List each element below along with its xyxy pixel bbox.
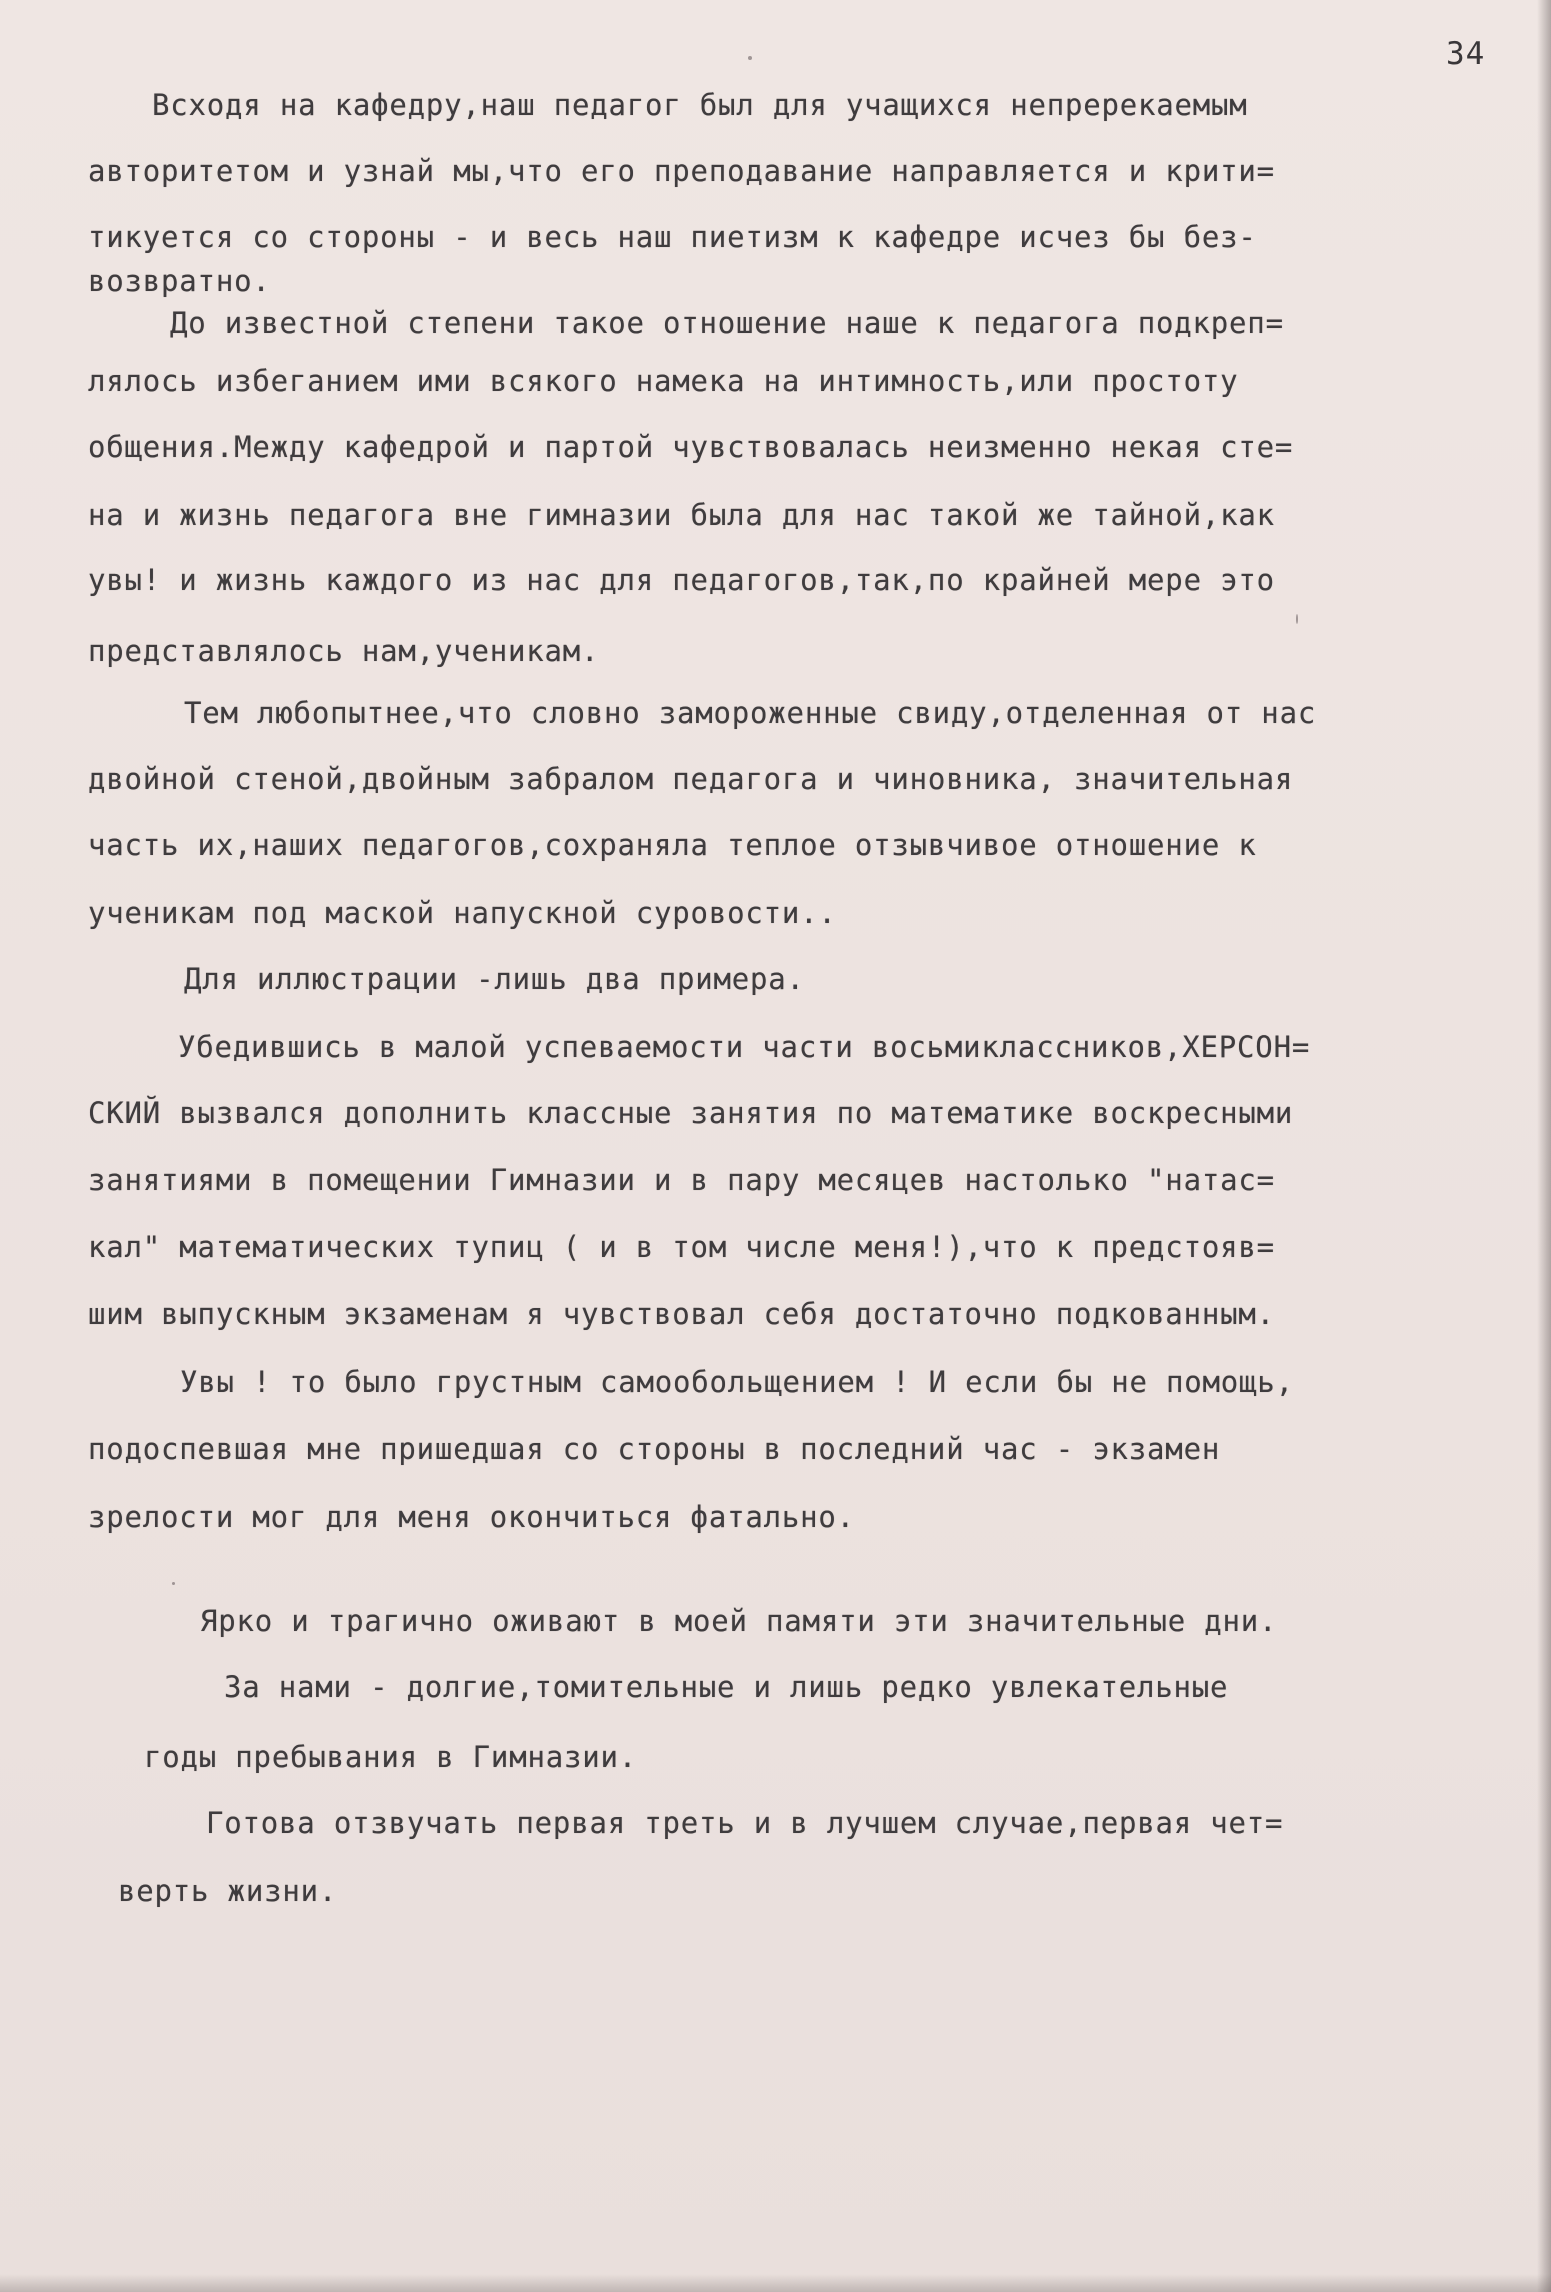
text-line: Убедившись в малой успеваемости части восьмиклассников,ХЕРСОН= [178,1030,1311,1064]
text-line: шим выпускным экзаменам я чувствовал себя достаточно подкованным. [88,1297,1275,1331]
text-line: Тем любопытнее,что словно замороженные свиду,отделенная от нас [184,696,1317,730]
paper-edge-shadow [1537,0,1551,2292]
text-line: Всходя на кафедру,наш педагог был для учащихся непререкаемым [152,88,1248,122]
text-line: верть жизни. [118,1874,338,1908]
text-line: часть их,наших педагогов,сохраняла теплое отзывчивое отношение к [88,828,1257,862]
text-line: занятиями в помещении Гимназии и в пару месяцев настолько "натас= [88,1163,1275,1197]
text-line: возвратно. [88,264,271,298]
text-line: Готова отзвучать первая треть и в лучшем случае,первая чет= [206,1806,1284,1840]
text-line: ученикам под маской напускной суровости.. [88,896,837,930]
text-line: Увы ! то было грустным самообольщением ! И если бы не помощь, [180,1365,1294,1399]
paper-speck [748,56,752,60]
text-line: авторитетом и узнай мы,что его преподавание направляется и крити= [88,154,1275,188]
text-line: До известной степени такое отношение наше к педагога подкреп= [170,306,1284,340]
text-line: общения.Между кафедрой и партой чувствовалась неизменно некая сте= [88,430,1294,464]
text-line: зрелости мог для меня окончиться фатально. [88,1500,855,1534]
paper-bottom-edge [0,2274,1551,2292]
text-line: СКИЙ вызвался дополнить классные занятия по математике воскресными [88,1096,1294,1130]
text-line: За нами - долгие,томительные и лишь редко увлекательные [224,1670,1229,1704]
paper-speck [1296,614,1298,624]
text-line: представлялось нам,ученикам. [88,634,600,668]
text-line: подоспевшая мне пришедшая со стороны в последний час - экзамен [88,1432,1221,1466]
text-line: кал" математических тупиц ( и в том числе меня!),что к предстояв= [88,1230,1275,1264]
text-line: Ярко и трагично оживают в моей памяти эти значительные дни. [200,1604,1278,1638]
text-line: Для иллюстрации -лишь два примера. [184,962,805,996]
text-line: лялось избеганием ими всякого намека на интимность,или простоту [88,364,1239,398]
text-line: двойной стеной,двойным забралом педагога и чиновника, значительная [88,762,1294,796]
text-line: на и жизнь педагога вне гимназии была для нас такой же тайной,как [88,498,1275,532]
page-number: 34 [1446,36,1486,72]
text-line: годы пребывания в Гимназии. [144,1740,638,1774]
text-line: увы! и жизнь каждого из нас для педагогов,так,по крайней мере это [88,563,1275,597]
text-line: тикуется со стороны - и весь наш пиетизм к кафедре исчез бы без- [88,220,1257,254]
paper-speck [172,1582,175,1585]
